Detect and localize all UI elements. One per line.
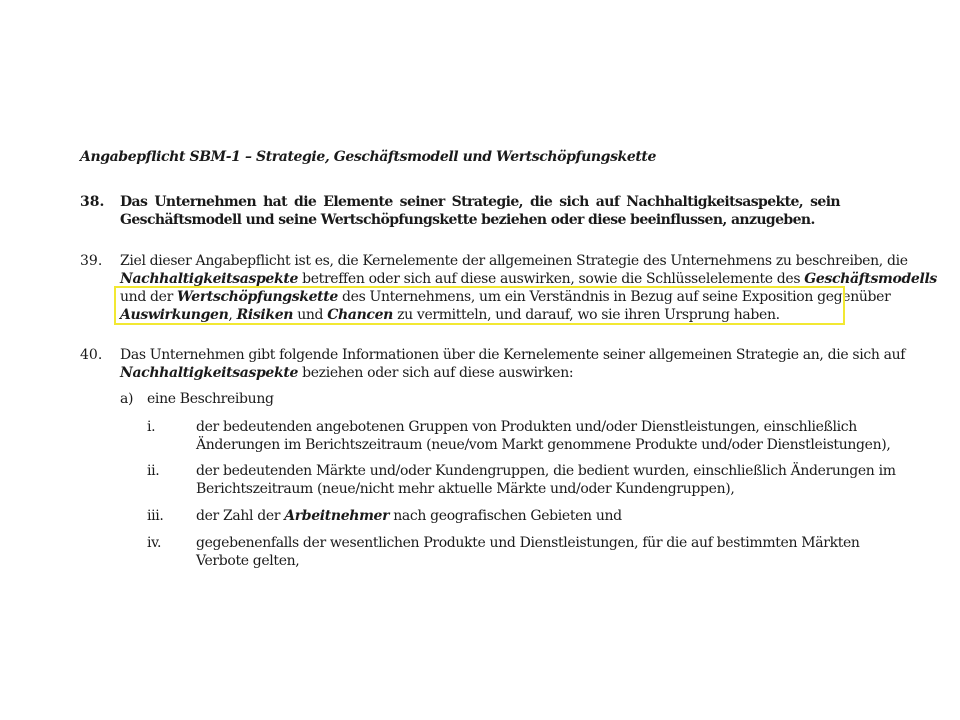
- defined-term: Arbeitnehmer: [284, 508, 390, 524]
- item-numeral: iv.: [147, 535, 162, 551]
- paragraph-number: 38.: [80, 194, 105, 210]
- paragraph-line: Ziel dieser Angabepflicht ist es, die Kernelemente der allgemeinen Strategie des Unternehmens zu beschreiben, die: [120, 253, 908, 269]
- text-run: betreffen oder sich auf diese auswirken, sowie die Schlüsselelemente des: [298, 271, 805, 287]
- paragraph-39: [80, 252, 937, 324]
- text-run: und der: [120, 289, 178, 305]
- item-text: [196, 507, 840, 525]
- paragraph-line: [120, 306, 840, 324]
- defined-term: Wertschöpfungskette: [177, 289, 338, 305]
- paragraph-number: 39.: [80, 253, 103, 269]
- item-line: Berichtszeitraum (neue/nicht mehr aktuelle Märkte und/oder Kundengruppen),: [196, 481, 735, 497]
- paragraph-line: Geschäftsmodell und seine Wertschöpfungskette beziehen oder diese beeinflussen, anzugeben.: [120, 212, 815, 228]
- text-run: beziehen oder sich auf diese auswirken:: [298, 365, 574, 381]
- paragraph-line: [120, 270, 937, 288]
- paragraph-38: [80, 193, 840, 229]
- sub-item-text: eine Beschreibung: [147, 391, 274, 407]
- paragraph-line: [120, 364, 840, 382]
- item-text: [196, 462, 896, 498]
- paragraph-body: [120, 193, 840, 229]
- list-item: [147, 534, 860, 570]
- item-line: der bedeutenden Märkte und/oder Kundengruppen, die bedient wurden, einschließlich Änderungen im: [196, 463, 896, 479]
- sub-item-a: [120, 390, 420, 408]
- text-run: des Unternehmens, um ein Verständnis in Bezug auf seine Exposition gegenüber: [337, 289, 891, 305]
- list-item: [147, 507, 840, 525]
- list-item: [147, 418, 891, 454]
- defined-term: Auswirkungen: [120, 307, 229, 323]
- item-numeral: iii.: [147, 508, 164, 524]
- text-run: ,: [228, 307, 237, 323]
- text-run: nach geografischen Gebieten und: [389, 508, 622, 524]
- paragraph-line: [120, 288, 891, 306]
- paragraph-number: 40.: [80, 347, 103, 363]
- item-numeral: i.: [147, 419, 156, 435]
- list-item: [147, 462, 896, 498]
- item-numeral: ii.: [147, 463, 160, 479]
- paragraph-line: Das Unternehmen hat die Elemente seiner Strategie, die sich auf Nachhaltigkeitsaspekte, sein: [120, 194, 840, 210]
- text-run: der Zahl der: [196, 508, 285, 524]
- defined-term: Nachhaltigkeitsaspekte: [120, 365, 299, 381]
- section-heading: Angabepflicht SBM-1 – Strategie, Geschäftsmodell und Wertschöpfungskette: [80, 149, 657, 165]
- defined-term: Geschäftsmodells: [804, 271, 937, 287]
- item-text: [196, 418, 891, 454]
- item-line: Verbote gelten,: [196, 553, 300, 569]
- item-line: [196, 507, 840, 525]
- text-run: und: [293, 307, 328, 323]
- text-run: zu vermitteln, und darauf, wo sie ihren Ursprung haben.: [393, 307, 780, 323]
- defined-term: Nachhaltigkeitsaspekte: [120, 271, 299, 287]
- item-line: Änderungen im Berichtszeitraum (neue/vom Markt genommene Produkte und/oder Dienstleistungen),: [196, 437, 891, 453]
- defined-term: Chancen: [327, 307, 393, 323]
- item-text: [196, 534, 860, 570]
- paragraph-line: Das Unternehmen gibt folgende Informationen über die Kernelemente seiner allgemeinen Strategie an, die sich auf: [120, 347, 906, 363]
- item-line: der bedeutenden angebotenen Gruppen von Produkten und/oder Dienstleistungen, einschließlich: [196, 419, 857, 435]
- paragraph-body: [120, 346, 906, 382]
- item-line: gegebenenfalls der wesentlichen Produkte und Dienstleistungen, für die auf bestimmten Märkten: [196, 535, 860, 551]
- paragraph-body: [120, 252, 937, 324]
- paragraph-40: [80, 346, 906, 382]
- defined-term: Risiken: [236, 307, 294, 323]
- sub-item-label: a): [120, 391, 134, 407]
